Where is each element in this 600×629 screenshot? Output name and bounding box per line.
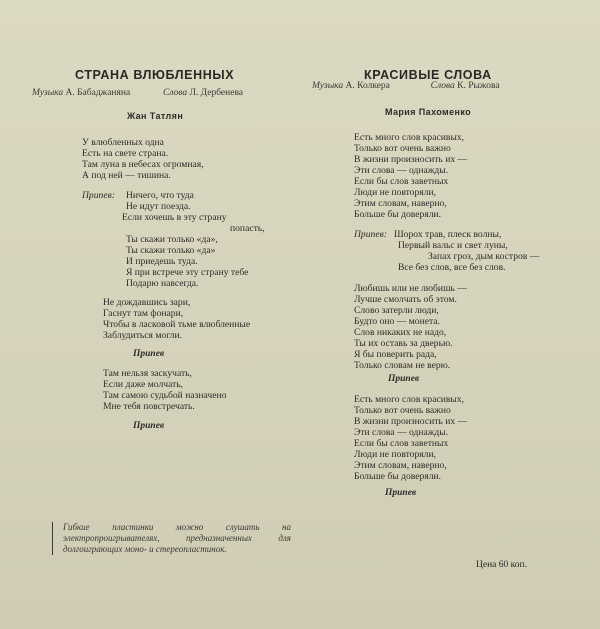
lyric-line: Если даже молчать, — [103, 379, 184, 390]
lyric-line: Есть много слов красивых, — [354, 132, 465, 143]
lyric-line: Шорох трав, плеск волны, — [394, 229, 502, 240]
lyric-line: В жизни произносить их — — [354, 416, 468, 427]
lyric-line: Все без слов, все без слов. — [398, 262, 506, 273]
left-words-label: Слова — [162, 88, 188, 98]
right-song-title: КРАСИВЫЕ СЛОВА — [364, 68, 492, 82]
lyric-line: Если бы слов заветных — [354, 438, 449, 449]
left-refrain-label-1: Припев — [133, 349, 165, 359]
lyric-line: Этим словам, наверно, — [354, 460, 447, 471]
right-music-author: А. Колкера — [345, 81, 390, 91]
lyric-line: Только вот очень важно — [354, 143, 451, 154]
lyric-line: Люди не повторяли, — [354, 187, 437, 198]
lyric-line: Если бы слов заветных — [354, 176, 449, 187]
lyric-line: Ничего, что туда — [126, 190, 194, 201]
lyric-line: Есть много слов красивых, — [354, 394, 465, 405]
lyric-line: Подарю навсегда. — [126, 278, 199, 289]
lyric-line: Гаснут там фонари, — [103, 308, 184, 319]
price-label: Цена 60 коп. — [476, 560, 527, 570]
lyric-line: Люди не повторяли, — [354, 449, 437, 460]
lyric-line: В жизни произносить их — — [354, 154, 468, 165]
lyric-line: Эти слова — однажды. — [354, 165, 449, 176]
left-music-label: Музыка — [32, 88, 64, 98]
right-performer: Мария Пахоменко — [385, 107, 472, 117]
right-song-credits — [312, 81, 500, 91]
lyric-line: Там самою судьбой назначено — [103, 390, 227, 401]
playback-note: Гибкие пластинки можно слушать на электропроигрывателях, предназначенных для долгоиграющих моно- и стереопластинок. — [52, 522, 291, 555]
lyric-line: Запах гроз, дым костров — — [428, 251, 540, 262]
right-music-label: Музыка — [312, 81, 344, 91]
right-refrain-label-2: Припев — [385, 488, 417, 498]
left-song-credits — [32, 88, 243, 98]
lyric-line: Только словам не верю. — [354, 360, 451, 371]
lyric-line: Ты их оставь за дверью. — [354, 338, 453, 349]
right-words-label: Слова — [430, 81, 455, 91]
lyric-line: Слово затерли люди, — [354, 305, 439, 316]
lyric-line: Ты скажи только «да», — [126, 234, 218, 245]
lyric-line: Любишь или не любишь — — [354, 283, 467, 294]
lyric-line: Ты скажи только «да» — [126, 245, 216, 256]
lyric-line: А под ней — тишина. — [82, 170, 171, 181]
lyric-line: Только вот очень важно — [354, 405, 451, 416]
lyric-line: Там нельзя заскучать, — [103, 368, 192, 379]
lyric-line: Заблудиться могли. — [103, 330, 182, 341]
lyric-line: Там луна в небесах огромная, — [82, 159, 204, 170]
right-refrain-label-1: Припев — [388, 374, 420, 384]
lyric-line: Этим словам, наверно, — [354, 198, 447, 209]
lyric-line: Слов никаких не надо, — [354, 327, 447, 338]
lyric-line: Лучше смолчать об этом. — [354, 294, 457, 305]
left-refrain-label-2: Припев — [133, 421, 165, 431]
lyric-line: Больше бы доверяли. — [354, 209, 442, 220]
lyric-line: Будто оно — монета. — [354, 316, 440, 327]
lyric-line: Первый вальс и свет луны, — [398, 240, 508, 251]
lyric-line: Если хочешь в эту страну — [122, 212, 227, 223]
lyric-line: У влюбленных одна — [82, 137, 164, 148]
lyric-line: Больше бы доверяли. — [354, 471, 442, 482]
refrain-prefix: Припев: — [82, 190, 115, 201]
lyric-line: И приедешь туда. — [126, 256, 198, 267]
lyric-line: Не дождавшись зари, — [103, 297, 191, 308]
left-performer: Жан Татлян — [127, 111, 184, 121]
lyric-line: Чтобы в ласковой тьме влюбленные — [103, 319, 251, 330]
refrain-prefix: Припев: — [354, 229, 387, 240]
right-words-author: К. Рыжова — [457, 81, 500, 91]
lyric-line: Эти слова — однажды. — [354, 427, 449, 438]
lyric-line: Я бы поверить рада, — [354, 349, 437, 360]
lyric-line: Не идут поезда. — [126, 201, 191, 212]
left-music-author: А. Бабаджаняна — [65, 88, 131, 98]
lyric-line: Я при встрече эту страну тебе — [126, 267, 249, 278]
lyric-line: Мне тебя повстречать. — [103, 401, 195, 412]
left-song-title: СТРАНА ВЛЮБЛЕННЫХ — [75, 68, 235, 82]
left-words-author: Л. Дербенева — [189, 88, 244, 98]
lyric-line: Есть на свете страна. — [82, 148, 169, 159]
lyric-line: попасть, — [230, 223, 265, 234]
